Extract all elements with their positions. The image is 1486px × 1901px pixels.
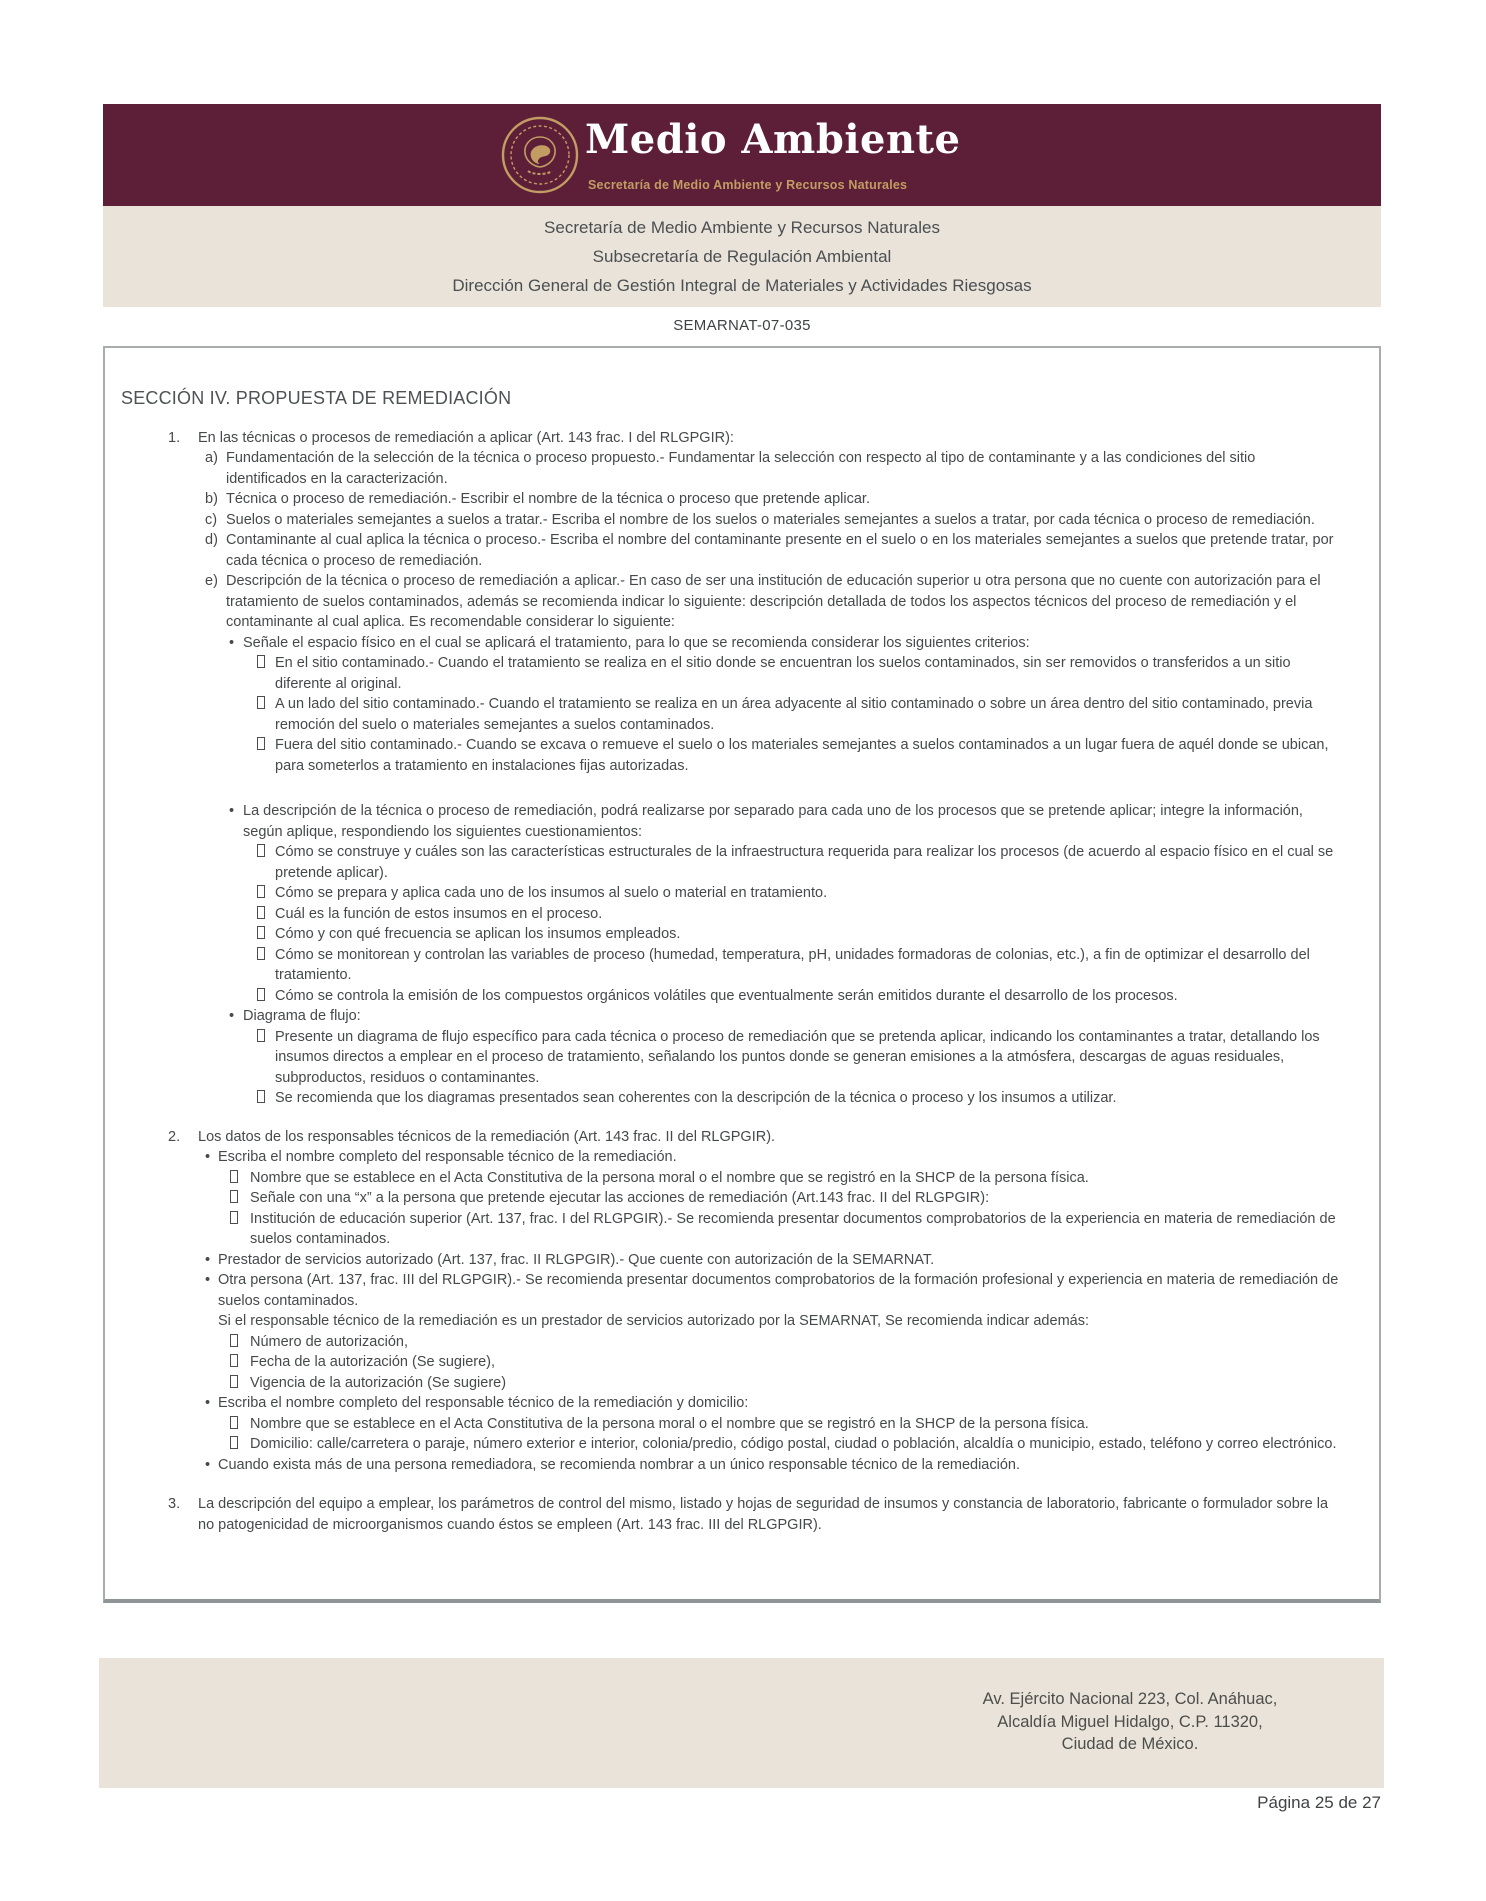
list-item: [105, 448, 1359, 489]
list-item: [105, 735, 1359, 776]
list-item: [105, 1455, 1359, 1476]
item-text: Señale el espacio físico en el cual se aplicará el tratamiento, para lo que se recomienda considerar los siguientes criterios:: [243, 634, 1030, 651]
list-item: [105, 1209, 1359, 1250]
checkbox-glyph-icon: [230, 1354, 238, 1367]
item-text: Prestador de servicios autorizado (Art. 137, frac. II RLGPGIR).- Que cuente con autorización de la SEMARNAT.: [218, 1251, 935, 1268]
brand-wordmark: Medio Ambiente: [585, 116, 961, 163]
item-text: Diagrama de flujo:: [243, 1008, 361, 1024]
brand-tagline: Secretaría de Medio Ambiente y Recursos Naturales: [588, 178, 908, 192]
list-item: [105, 1311, 1359, 1332]
bullet-icon: •: [229, 803, 235, 819]
item-text: Cómo se monitorean y controlan las variables de proceso (humedad, temperatura, pH, unidades formadoras de colonias, etc.), a fin de optimizar el desarrollo del tratamiento.: [275, 946, 1310, 983]
checkbox-glyph-icon: [230, 1352, 238, 1373]
list-item: [105, 1352, 1359, 1373]
checkbox-glyph-icon: [257, 988, 265, 1001]
list-item: [105, 945, 1359, 986]
checkbox-glyph-icon: [257, 904, 265, 925]
item-text: Cómo se controla la emisión de los compuestos orgánicos volátiles que eventualmente serán emitidos durante el desarrollo de los procesos.: [275, 987, 1178, 1004]
list-item: [105, 1414, 1359, 1435]
checkbox-glyph-icon: [230, 1414, 238, 1435]
checkbox-glyph-icon: [230, 1211, 238, 1224]
item-text: La descripción del equipo a emplear, los parámetros de control del mismo, listado y hojas de seguridad de insumos y constancia de laboratorio, fabricante o formulador sobre la no patogenicidad de microorganismos cuando éstos se empleen (Art. 143 frac. III del RLGPGIR).: [198, 1496, 1329, 1533]
list-gap: [105, 1109, 1359, 1127]
item-text: En las técnicas o procesos de remediación a aplicar (Art. 143 frac. I del RLGPGIR):: [198, 429, 734, 446]
item-text: Cuál es la función de estos insumos en el proceso.: [275, 905, 603, 922]
checkbox-glyph-icon: [257, 735, 265, 756]
checkbox-glyph-icon: [230, 1375, 238, 1388]
item-number: 3.: [168, 1496, 181, 1512]
list-item: [105, 1494, 1359, 1535]
address-line-1: Av. Ejército Nacional 223, Col. Anáhuac,: [982, 1690, 1278, 1708]
checkbox-glyph-icon: [257, 906, 265, 919]
list-item: [105, 653, 1359, 694]
org-line-direccion: Dirección General de Gestión Integral de Materiales y Actividades Riesgosas: [452, 276, 1032, 295]
bullet-icon: •: [229, 1008, 235, 1024]
checkbox-glyph-icon: [230, 1334, 238, 1347]
item-text: Contaminante al cual aplica la técnica o proceso.- Escriba el nombre del contaminante presente en el suelo o en los materiales semejantes a suelos que pretende tratar, por cada técnica o proceso de remediación.: [226, 532, 1334, 569]
checkbox-glyph-icon: [257, 1027, 265, 1048]
list-item: [105, 1250, 1359, 1271]
item-text: Nombre que se establece en el Acta Constitutiva de la persona moral o el nombre que se registró en la SHCP de la persona física.: [250, 1415, 1089, 1432]
list-item: [105, 883, 1359, 904]
list-item: [105, 1147, 1359, 1168]
item-number: d): [205, 532, 218, 548]
bullet-icon: •: [205, 1149, 211, 1165]
list-item: [105, 1332, 1359, 1353]
list-item: [105, 1088, 1359, 1109]
bullet-icon: •: [205, 1395, 211, 1411]
item-text: Fuera del sitio contaminado.- Cuando se excava o remueve el suelo o los materiales semejantes a suelos contaminados a un lugar fuera de aquél donde se ubican, para someterlos a tratamiento en instalaciones fijas autorizadas.: [275, 737, 1329, 774]
checkbox-glyph-icon: [257, 655, 265, 668]
list-item: [105, 924, 1359, 945]
org-band: [103, 206, 1381, 307]
list-gap: [105, 1475, 1359, 1494]
item-text: Cómo se prepara y aplica cada uno de los insumos al suelo o material en tratamiento.: [275, 885, 828, 901]
checkbox-glyph-icon: [230, 1168, 238, 1189]
item-text: Otra persona (Art. 137, frac. III del RLGPGIR).- Se recomienda presentar documentos comprobatorios de la formación profesional y experiencia en materia de remediación de suelos contaminados.: [218, 1272, 1339, 1309]
item-text: Vigencia de la autorización (Se sugiere): [250, 1374, 507, 1391]
section-items: [105, 428, 1359, 1536]
item-text: Escriba el nombre completo del responsable técnico de la remediación.: [218, 1149, 677, 1165]
checkbox-glyph-icon: [257, 945, 265, 966]
checkbox-glyph-icon: [257, 1090, 265, 1103]
item-text: En el sitio contaminado.- Cuando el tratamiento se realiza en el sitio donde se encuentran los suelos contaminados, sin ser removidos o transferidos a un sitio diferente al original.: [275, 655, 1291, 692]
item-text: Fecha de la autorización (Se sugiere),: [250, 1354, 496, 1370]
checkbox-glyph-icon: [230, 1436, 238, 1449]
list-item: [105, 571, 1359, 633]
item-text: Si el responsable técnico de la remediación es un prestador de servicios autorizado por la SEMARNAT, Se recomienda indicar además:: [218, 1313, 1089, 1329]
section-box: [103, 346, 1381, 1603]
list-item: [105, 694, 1359, 735]
bullet-icon: •: [205, 1272, 211, 1288]
checkbox-glyph-icon: [257, 947, 265, 960]
address-line-2: Alcaldía Miguel Hidalgo, C.P. 11320,: [997, 1712, 1263, 1731]
item-text: Domicilio: calle/carretera o paraje, número exterior e interior, colonia/predio, código postal, ciudad o población, alcaldía o municipio, estado, teléfono y correo electrónico.: [250, 1436, 1337, 1452]
checkbox-glyph-icon: [257, 924, 265, 945]
list-item: [105, 489, 1359, 510]
list-item: [105, 530, 1359, 571]
item-text: Cómo y con qué frecuencia se aplican los insumos empleados.: [275, 926, 681, 942]
list-item: [105, 510, 1359, 531]
checkbox-glyph-icon: [257, 986, 265, 1007]
mexico-coat-of-arms-icon: [500, 115, 580, 195]
list-item: [105, 1373, 1359, 1394]
checkbox-glyph-icon: [257, 737, 265, 750]
item-text: Nombre que se establece en el Acta Constitutiva de la persona moral o el nombre que se registró en la SHCP de la persona física.: [250, 1169, 1089, 1186]
list-item: [105, 1270, 1359, 1311]
bullet-icon: •: [205, 1456, 211, 1473]
bullet-icon: •: [229, 634, 235, 651]
item-text: A un lado del sitio contaminado.- Cuando el tratamiento se realiza en un área adyacente al sitio contaminado o sobre un área dentro del sitio contaminado, previa remoción del suelo o materiales semejantes a suelos contaminados.: [275, 696, 1313, 733]
item-text: Descripción de la técnica o proceso de remediación a aplicar.- En caso de ser una institución de educación superior u otra persona que no cuente con autorización para el tratamiento de suelos contaminados, además se recomienda indicar lo siguiente: descripción detallada de todos los aspectos técnicos del proceso de remediación y el contaminante al cual aplica. Es recomendable considerar lo siguiente:: [226, 573, 1321, 630]
item-text: Se recomienda que los diagramas presentados sean coherentes con la descripción de la técnica o proceso y los insumos a utilizar.: [275, 1090, 1117, 1106]
item-number: a): [205, 450, 218, 466]
checkbox-glyph-icon: [230, 1190, 238, 1203]
list-item: [105, 904, 1359, 925]
item-text: Presente un diagrama de flujo específico para cada técnica o proceso de remediación que se pretenda aplicar, indicando los contaminantes a tratar, detallando los insumos directos a emplear en el proceso de tratamiento, señalando los puntos donde se generan emisiones a la atmósfera, descargas de aguas residuales, subproductos, residuos o contaminantes.: [275, 1028, 1320, 1086]
item-number: 1.: [168, 429, 181, 446]
list-gap: [105, 776, 1359, 801]
item-text: Cómo se construye y cuáles son las características estructurales de la infraestructura requerida para realizar los procesos (de acuerdo al espacio físico en el cual se pretende aplicar).: [275, 844, 1334, 881]
list-item: [105, 801, 1359, 842]
item-text: Institución de educación superior (Art. 137, frac. I del RLGPGIR).- Se recomienda presentar documentos comprobatorios de la experiencia en materia de remediación de suelos contaminados.: [250, 1210, 1336, 1247]
checkbox-glyph-icon: [230, 1170, 238, 1183]
item-number: c): [205, 511, 218, 528]
checkbox-glyph-icon: [257, 842, 265, 863]
list-item: [105, 633, 1359, 654]
list-item: [105, 1188, 1359, 1209]
checkbox-glyph-icon: [257, 885, 265, 898]
item-text: Fundamentación de la selección de la técnica o proceso propuesto.- Fundamentar la selección con respecto al tipo de contaminante y a las condiciones del sitio identificados en la caracterización.: [226, 450, 1256, 487]
checkbox-glyph-icon: [230, 1332, 238, 1353]
checkbox-glyph-icon: [257, 696, 265, 709]
item-text: La descripción de la técnica o proceso de remediación, podrá realizarse por separado para cada uno de los procesos que se pretende aplicar; integre la información, según aplique, respondiendo los siguientes cuestionamientos:: [243, 803, 1303, 840]
checkbox-glyph-icon: [230, 1434, 238, 1455]
org-line-subsecretaria: Subsecretaría de Regulación Ambiental: [592, 247, 892, 266]
checkbox-glyph-icon: [257, 1029, 265, 1042]
item-text: Técnica o proceso de remediación.- Escribir el nombre de la técnica o proceso que pretende aplicar.: [226, 491, 870, 507]
item-number: 2.: [168, 1128, 181, 1145]
checkbox-glyph-icon: [257, 653, 265, 674]
item-text: Señale con una “x” a la persona que pretende ejecutar las acciones de remediación (Art.143 frac. II del RLGPGIR):: [250, 1190, 990, 1206]
item-number: b): [205, 491, 218, 507]
header-banner: [103, 104, 1381, 206]
footer-address: [948, 1688, 1312, 1756]
checkbox-glyph-icon: [257, 883, 265, 904]
list-item: [105, 986, 1359, 1007]
list-item: [105, 1027, 1359, 1089]
list-item: [105, 1127, 1359, 1148]
list-item: [105, 1006, 1359, 1027]
list-item: [105, 1434, 1359, 1455]
checkbox-glyph-icon: [257, 1088, 265, 1109]
item-text: Escriba el nombre completo del responsable técnico de la remediación y domicilio:: [218, 1395, 749, 1411]
item-text: Cuando exista más de una persona remediadora, se recomienda nombrar a un único responsable técnico de la remediación.: [218, 1456, 1021, 1473]
item-text: Los datos de los responsables técnicos de la remediación (Art. 143 frac. II del RLGPGIR).: [198, 1128, 776, 1145]
checkbox-glyph-icon: [230, 1416, 238, 1429]
checkbox-glyph-icon: [230, 1188, 238, 1209]
checkbox-glyph-icon: [257, 926, 265, 939]
checkbox-glyph-icon: [230, 1209, 238, 1230]
org-line-secretaria: Secretaría de Medio Ambiente y Recursos Naturales: [544, 218, 940, 237]
page-number: Página 25 de 27: [1257, 1793, 1381, 1812]
bullet-icon: •: [205, 1251, 211, 1268]
checkbox-glyph-icon: [257, 844, 265, 857]
list-item: [105, 842, 1359, 883]
list-item: [105, 428, 1359, 449]
item-number: e): [205, 573, 218, 589]
section-title: SECCIÓN IV. PROPUESTA DE REMEDIACIÓN: [121, 388, 512, 408]
item-text: Suelos o materiales semejantes a suelos a tratar.- Escriba el nombre de los suelos o materiales semejantes a suelos a tratar, por cada técnica o proceso de remediación.: [226, 511, 1315, 528]
form-code: SEMARNAT-07-035: [673, 317, 811, 334]
list-item: [105, 1393, 1359, 1414]
checkbox-glyph-icon: [257, 694, 265, 715]
address-line-3: Ciudad de México.: [1061, 1735, 1199, 1753]
list-item: [105, 1168, 1359, 1189]
checkbox-glyph-icon: [230, 1373, 238, 1394]
item-text: Número de autorización,: [250, 1333, 408, 1350]
